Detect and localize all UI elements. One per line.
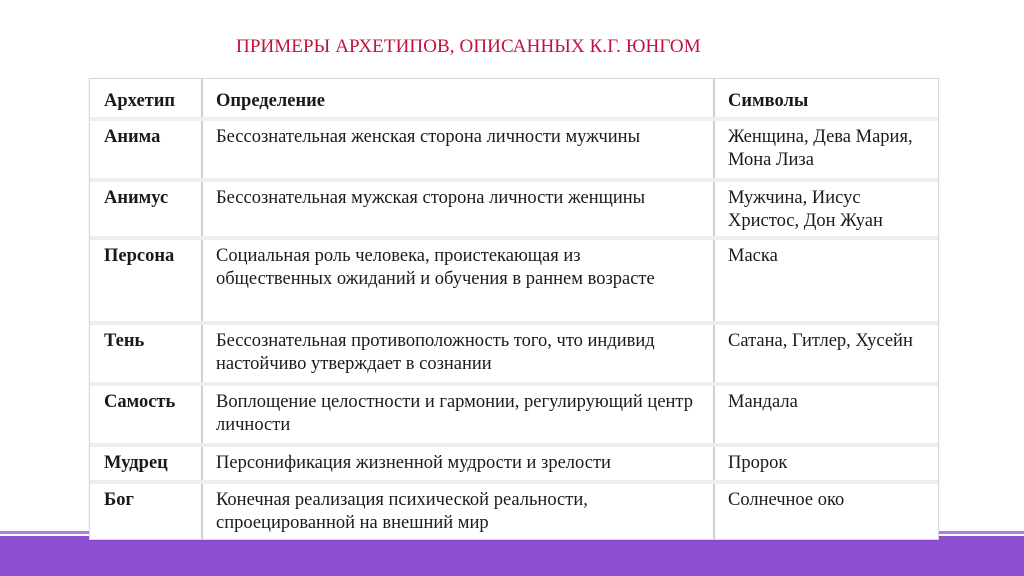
definition-cell: Бессознательная мужская сторона личности женщины bbox=[202, 180, 714, 238]
page-title: ПРИМЕРЫ АРХЕТИПОВ, ОПИСАННЫХ К.Г. ЮНГОМ bbox=[236, 36, 701, 57]
header-archetype: Архетип bbox=[90, 79, 202, 119]
table-row bbox=[90, 445, 938, 482]
table-row bbox=[90, 238, 938, 323]
archetype-cell: Тень bbox=[90, 323, 202, 384]
definition-cell: Конечная реализация психической реальности, спроецированной на внешний мир bbox=[202, 482, 714, 539]
definition-cell: Воплощение целостности и гармонии, регулирующий центр личности bbox=[202, 384, 714, 445]
header-symbols: Символы bbox=[714, 79, 938, 119]
archetype-cell: Самость bbox=[90, 384, 202, 445]
symbols-cell: Солнечное око bbox=[728, 490, 845, 510]
symbols-cell: Мандала bbox=[714, 384, 938, 445]
table-sheet bbox=[90, 79, 938, 539]
archetype-cell: Персона bbox=[90, 238, 202, 323]
table-row bbox=[90, 482, 938, 539]
bottom-band bbox=[0, 536, 1024, 576]
symbols-cell: Сатана, Гитлер, Хусейн bbox=[714, 323, 938, 384]
archetype-cell: Анимус bbox=[90, 180, 202, 238]
header-definition: Определение bbox=[202, 79, 714, 119]
table-header-row bbox=[90, 79, 938, 119]
definition-cell: Социальная роль человека, проистекающая из общественных ожиданий и обучения в раннем возрасте bbox=[202, 238, 714, 323]
archetype-cell: Анима bbox=[90, 119, 202, 180]
symbols-cell: Мужчина, Иисус Христос, Дон Жуан bbox=[714, 180, 938, 238]
symbols-cell: Женщина, Дева Мария, Мона Лиза bbox=[714, 119, 938, 180]
definition-cell: Бессознательная противоположность того, что индивид настойчиво утверждает в сознании bbox=[202, 323, 714, 384]
symbols-cell: Пророк bbox=[714, 445, 938, 482]
table-row bbox=[90, 323, 938, 384]
archetype-cell: Мудрец bbox=[90, 445, 202, 482]
symbols-cell: Маска bbox=[714, 238, 938, 323]
table-row bbox=[90, 119, 938, 180]
definition-cell: Бессознательная женская сторона личности мужчины bbox=[202, 119, 714, 180]
definition-cell: Персонификация жизненной мудрости и зрелости bbox=[202, 445, 714, 482]
archetypes-table bbox=[90, 79, 938, 539]
table-row bbox=[90, 384, 938, 445]
archetype-cell: Бог bbox=[90, 482, 202, 539]
table-row bbox=[90, 180, 938, 238]
